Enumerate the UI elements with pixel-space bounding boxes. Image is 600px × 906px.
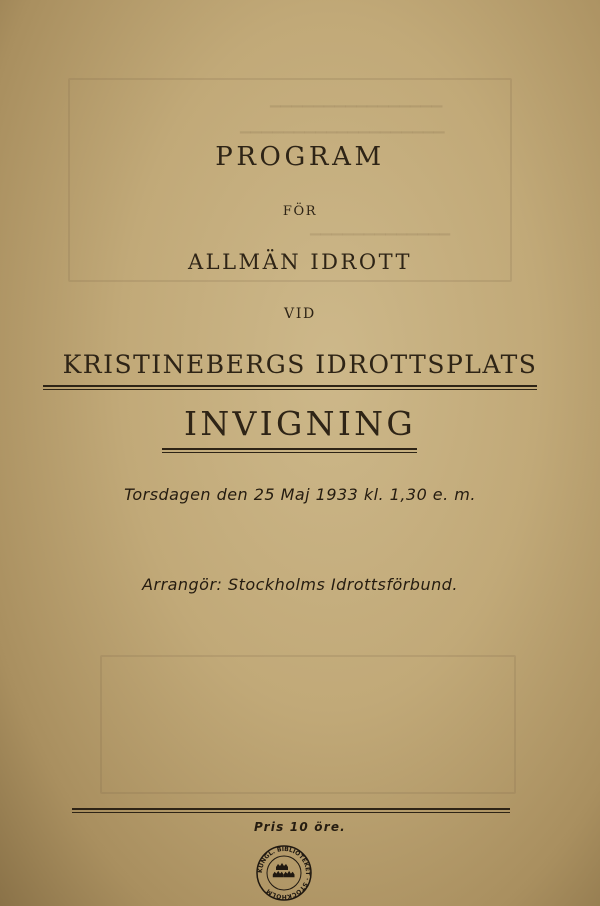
bleed-through-text: ▁▁▁▁▁▁▁▁▁▁▁▁▁ [310, 220, 450, 236]
event-underline-thin [162, 452, 417, 453]
footer-rule [72, 808, 510, 810]
three-crowns-icon [273, 863, 295, 877]
stamp-text: KUNGL. BIBLIOTEKET · STOCKHOLM [256, 845, 312, 901]
page-title: PROGRAM [215, 142, 385, 172]
bleed-through-ad-bottom [100, 655, 516, 794]
event-heading: INVIGNING [184, 404, 416, 443]
library-stamp-icon [254, 843, 314, 903]
venue-underline-thin [43, 389, 537, 390]
footer-rule-thin [72, 812, 510, 813]
subtitle-at: VID [284, 306, 316, 322]
venue-underline [43, 385, 537, 387]
subtitle-for: FÖR [282, 204, 318, 219]
price-label: Pris 10 öre. [254, 820, 346, 834]
event-organizer: Arrangör: Stockholms Idrottsförbund. [142, 575, 458, 594]
bleed-through-text: ▁▁▁▁▁▁▁▁▁▁▁▁▁▁▁▁▁▁▁ [240, 118, 445, 134]
event-date-time: Torsdagen den 25 Maj 1933 kl. 1,30 e. m. [124, 485, 476, 504]
bleed-through-text: ▁▁▁▁▁▁▁▁▁▁▁▁▁▁▁▁ [270, 92, 443, 108]
sport-heading: ALLMÄN IDROTT [187, 250, 413, 274]
event-underline [162, 448, 417, 450]
venue-heading: KRISTINEBERGS IDROTTSPLATS [62, 350, 538, 379]
